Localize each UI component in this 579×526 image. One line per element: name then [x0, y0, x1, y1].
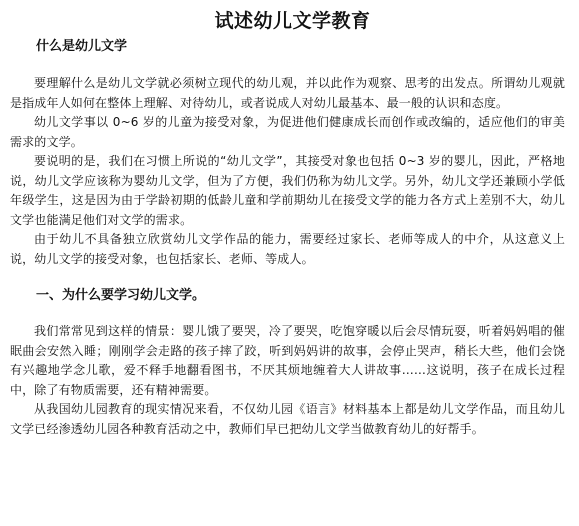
paragraph: 由于幼儿不具备独立欣赏幼儿文学作品的能力，需要经过家长、老师等成人的中介，从这意义上说，幼儿文学的接受对象，也包括家长、老师、等成人。	[10, 232, 565, 266]
paragraph: 要说明的是，我们在习惯上所说的“幼儿文学”，其接受对象也包括 0~3 岁的婴儿，因此，严格地说，幼儿文学应该称为婴幼儿文学，但为了方便，我们仍称为幼儿文学。另外，幼儿文学还兼顾小学低年级学生，这是因为由于学龄初期的低龄儿童和学前期幼儿在接受文学的能力各方式上差别不大，幼儿文学也能满足他们对文学的需求。	[10, 154, 565, 227]
spacer	[10, 269, 565, 287]
paragraph: 幼儿文学事以 0~6 岁的儿童为接受对象，为促进他们健康成长而创作或改编的，适应他们的审美需求的文学。	[10, 115, 565, 149]
paragraph: 从我国幼儿园教育的现实情况来看，不仅幼儿园《语言》材料基本上都是幼儿文学作品，而且幼儿文学已经渗透幼儿园各种教育活动之中，教师们早已把幼儿文学当做教育幼儿的好帮手。	[10, 402, 565, 436]
spacer	[10, 305, 565, 322]
paragraph: 我们常常见到这样的情景：婴儿饿了要哭，冷了要哭，吃饱穿暖以后会尽情玩耍，听着妈妈唱的催眠曲会安然入睡；刚刚学会走路的孩子摔了跤，听到妈妈讲的故事，会停止哭声，稍长大些，他们会饶有兴趣地学念儿歌，爱不释手地翻看图书，不厌其烦地缠着大人讲故事……这说明，孩子在成长过程中，除了有物质需要，还有精神需要。	[10, 324, 565, 397]
section-heading-why-study: 一、为什么要学习幼儿文学。	[36, 288, 206, 303]
document-title: 试述幼儿文学教育	[214, 10, 371, 32]
paragraph: 要理解什么是幼儿文学就必须树立现代的幼儿观，并以此作为观察、思考的出发点。所谓幼儿观就是指成年人如何在整体上理解、对待幼儿，或者说成人对幼儿最基本、最一般的认识和态度。	[10, 76, 565, 110]
section-heading-what-is: 什么是幼儿文学	[36, 39, 128, 54]
spacer	[10, 56, 565, 74]
